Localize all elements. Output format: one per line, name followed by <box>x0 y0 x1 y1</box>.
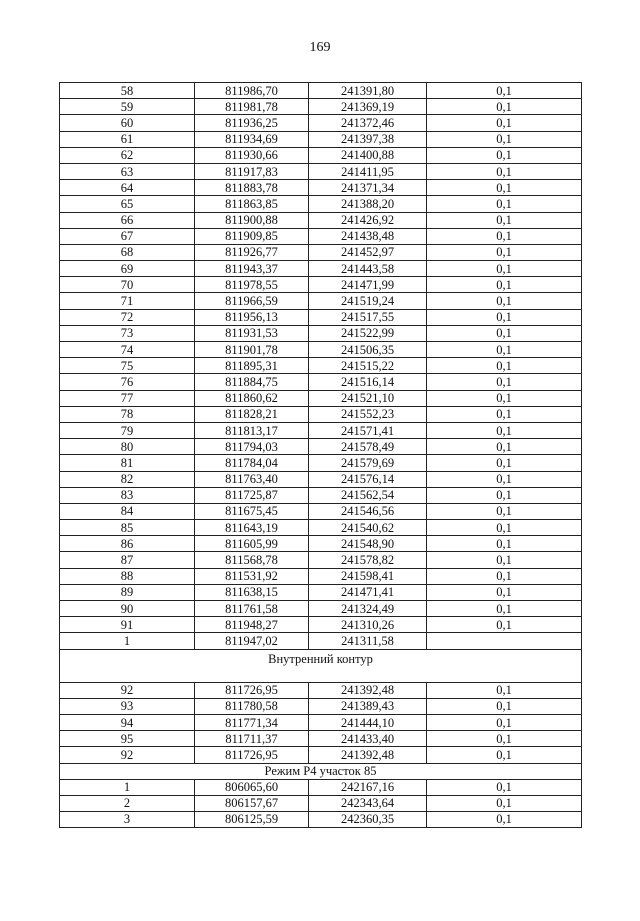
table-row <box>60 795 582 811</box>
accuracy-cell: 0,1 <box>427 358 582 374</box>
table-row <box>60 714 582 730</box>
y-coordinate-cell: 241506,35 <box>309 342 427 358</box>
accuracy-cell: 0,1 <box>427 698 582 714</box>
point-number-cell: 72 <box>60 309 195 325</box>
x-coordinate-cell: 811947,02 <box>195 633 309 649</box>
x-coordinate-cell: 811936,25 <box>195 115 309 131</box>
point-number-cell: 1 <box>60 779 195 795</box>
point-number-cell: 87 <box>60 552 195 568</box>
point-number-cell: 68 <box>60 244 195 260</box>
y-coordinate-cell: 241522,99 <box>309 325 427 341</box>
point-number-cell: 94 <box>60 714 195 730</box>
point-number-cell: 93 <box>60 698 195 714</box>
x-coordinate-cell: 811605,99 <box>195 536 309 552</box>
point-number-cell: 64 <box>60 180 195 196</box>
table-row <box>60 568 582 584</box>
y-coordinate-cell: 241388,20 <box>309 196 427 212</box>
y-coordinate-cell: 241391,80 <box>309 83 427 99</box>
accuracy-cell: 0,1 <box>427 293 582 309</box>
table-row <box>60 406 582 422</box>
x-coordinate-cell: 811675,45 <box>195 503 309 519</box>
x-coordinate-cell: 811828,21 <box>195 406 309 422</box>
table-row <box>60 455 582 471</box>
accuracy-cell: 0,1 <box>427 584 582 600</box>
accuracy-cell: 0,1 <box>427 228 582 244</box>
point-number-cell: 61 <box>60 131 195 147</box>
point-number-cell: 1 <box>60 633 195 649</box>
table-row <box>60 390 582 406</box>
x-coordinate-cell: 811771,34 <box>195 714 309 730</box>
accuracy-cell: 0,1 <box>427 83 582 99</box>
table-row <box>60 422 582 438</box>
point-number-cell: 84 <box>60 503 195 519</box>
accuracy-cell: 0,1 <box>427 487 582 503</box>
y-coordinate-cell: 241372,46 <box>309 115 427 131</box>
accuracy-cell: 0,1 <box>427 115 582 131</box>
table-row <box>60 131 582 147</box>
accuracy-cell: 0,1 <box>427 180 582 196</box>
x-coordinate-cell: 811884,75 <box>195 374 309 390</box>
accuracy-cell: 0,1 <box>427 520 582 536</box>
point-number-cell: 66 <box>60 212 195 228</box>
x-coordinate-cell: 811568,78 <box>195 552 309 568</box>
table-row <box>60 180 582 196</box>
x-coordinate-cell: 806125,59 <box>195 811 309 827</box>
accuracy-cell: 0,1 <box>427 617 582 633</box>
x-coordinate-cell: 811784,04 <box>195 455 309 471</box>
x-coordinate-cell: 806157,67 <box>195 795 309 811</box>
accuracy-cell: 0,1 <box>427 471 582 487</box>
x-coordinate-cell: 811531,92 <box>195 568 309 584</box>
table-row <box>60 374 582 390</box>
x-coordinate-cell: 811860,62 <box>195 390 309 406</box>
accuracy-cell: 0,1 <box>427 342 582 358</box>
y-coordinate-cell: 241578,82 <box>309 552 427 568</box>
accuracy-cell: 0,1 <box>427 811 582 827</box>
x-coordinate-cell: 811794,03 <box>195 439 309 455</box>
accuracy-cell: 0,1 <box>427 131 582 147</box>
accuracy-cell: 0,1 <box>427 147 582 163</box>
x-coordinate-cell: 811643,19 <box>195 520 309 536</box>
x-coordinate-cell: 811900,88 <box>195 212 309 228</box>
y-coordinate-cell: 241392,48 <box>309 747 427 763</box>
point-number-cell: 62 <box>60 147 195 163</box>
x-coordinate-cell: 811901,78 <box>195 342 309 358</box>
accuracy-cell: 0,1 <box>427 731 582 747</box>
y-coordinate-cell: 241540,62 <box>309 520 427 536</box>
point-number-cell: 81 <box>60 455 195 471</box>
section-row <box>60 649 582 682</box>
point-number-cell: 69 <box>60 261 195 277</box>
y-coordinate-cell: 241438,48 <box>309 228 427 244</box>
x-coordinate-cell: 811813,17 <box>195 422 309 438</box>
page-number: 169 <box>309 40 331 55</box>
y-coordinate-cell: 241562,54 <box>309 487 427 503</box>
x-coordinate-cell: 811930,66 <box>195 147 309 163</box>
y-coordinate-cell: 241433,40 <box>309 731 427 747</box>
coordinates-table-body <box>60 83 582 828</box>
point-number-cell: 58 <box>60 83 195 99</box>
point-number-cell: 91 <box>60 617 195 633</box>
accuracy-cell: 0,1 <box>427 779 582 795</box>
table-row <box>60 601 582 617</box>
y-coordinate-cell: 241389,43 <box>309 698 427 714</box>
point-number-cell: 92 <box>60 682 195 698</box>
accuracy-cell: 0,1 <box>427 536 582 552</box>
point-number-cell: 2 <box>60 795 195 811</box>
accuracy-cell: 0,1 <box>427 277 582 293</box>
table-row <box>60 309 582 325</box>
accuracy-cell: 0,1 <box>427 196 582 212</box>
x-coordinate-cell: 811725,87 <box>195 487 309 503</box>
point-number-cell: 95 <box>60 731 195 747</box>
y-coordinate-cell: 241452,97 <box>309 244 427 260</box>
x-coordinate-cell: 811981,78 <box>195 99 309 115</box>
accuracy-cell: 0,1 <box>427 682 582 698</box>
x-coordinate-cell: 811711,37 <box>195 731 309 747</box>
table-row <box>60 439 582 455</box>
y-coordinate-cell: 241598,41 <box>309 568 427 584</box>
point-number-cell: 82 <box>60 471 195 487</box>
y-coordinate-cell: 241471,99 <box>309 277 427 293</box>
x-coordinate-cell: 811909,85 <box>195 228 309 244</box>
point-number-cell: 76 <box>60 374 195 390</box>
y-coordinate-cell: 241579,69 <box>309 455 427 471</box>
x-coordinate-cell: 811726,95 <box>195 747 309 763</box>
section-heading: Режим Р4 участок 85 <box>60 763 582 779</box>
accuracy-cell: 0,1 <box>427 325 582 341</box>
x-coordinate-cell: 811948,27 <box>195 617 309 633</box>
table-row <box>60 115 582 131</box>
point-number-cell: 74 <box>60 342 195 358</box>
table-row <box>60 779 582 795</box>
point-number-cell: 80 <box>60 439 195 455</box>
accuracy-cell: 0,1 <box>427 601 582 617</box>
table-row <box>60 520 582 536</box>
point-number-cell: 3 <box>60 811 195 827</box>
point-number-cell: 88 <box>60 568 195 584</box>
y-coordinate-cell: 241521,10 <box>309 390 427 406</box>
table-row <box>60 244 582 260</box>
point-number-cell: 70 <box>60 277 195 293</box>
table-row <box>60 261 582 277</box>
y-coordinate-cell: 242167,16 <box>309 779 427 795</box>
x-coordinate-cell: 811943,37 <box>195 261 309 277</box>
x-coordinate-cell: 811917,83 <box>195 163 309 179</box>
point-number-cell: 83 <box>60 487 195 503</box>
table-row <box>60 633 582 649</box>
y-coordinate-cell: 242360,35 <box>309 811 427 827</box>
accuracy-cell: 0,1 <box>427 244 582 260</box>
table-row <box>60 552 582 568</box>
y-coordinate-cell: 241369,19 <box>309 99 427 115</box>
table-row <box>60 342 582 358</box>
point-number-cell: 73 <box>60 325 195 341</box>
table-row <box>60 471 582 487</box>
table-row <box>60 228 582 244</box>
table-row <box>60 358 582 374</box>
y-coordinate-cell: 241516,14 <box>309 374 427 390</box>
section-heading: Внутренний контур <box>60 649 582 682</box>
accuracy-cell: 0,1 <box>427 374 582 390</box>
point-number-cell: 59 <box>60 99 195 115</box>
y-coordinate-cell: 241324,49 <box>309 601 427 617</box>
accuracy-cell: 0,1 <box>427 406 582 422</box>
table-row <box>60 293 582 309</box>
x-coordinate-cell: 811863,85 <box>195 196 309 212</box>
table-row <box>60 212 582 228</box>
table-row <box>60 196 582 212</box>
table-row <box>60 83 582 99</box>
x-coordinate-cell: 811934,69 <box>195 131 309 147</box>
y-coordinate-cell: 241548,90 <box>309 536 427 552</box>
accuracy-cell: 0,1 <box>427 503 582 519</box>
table-row <box>60 682 582 698</box>
y-coordinate-cell: 241576,14 <box>309 471 427 487</box>
coordinates-table <box>59 82 582 828</box>
y-coordinate-cell: 241444,10 <box>309 714 427 730</box>
point-number-cell: 67 <box>60 228 195 244</box>
y-coordinate-cell: 241519,24 <box>309 293 427 309</box>
y-coordinate-cell: 241571,41 <box>309 422 427 438</box>
accuracy-cell: 0,1 <box>427 455 582 471</box>
x-coordinate-cell: 811763,40 <box>195 471 309 487</box>
y-coordinate-cell: 241311,58 <box>309 633 427 649</box>
point-number-cell: 85 <box>60 520 195 536</box>
y-coordinate-cell: 241400,88 <box>309 147 427 163</box>
accuracy-cell: 0,1 <box>427 212 582 228</box>
table-row <box>60 325 582 341</box>
accuracy-cell: 0,1 <box>427 552 582 568</box>
x-coordinate-cell: 811931,53 <box>195 325 309 341</box>
y-coordinate-cell: 241310,26 <box>309 617 427 633</box>
y-coordinate-cell: 241552,23 <box>309 406 427 422</box>
point-number-cell: 71 <box>60 293 195 309</box>
accuracy-cell: 0,1 <box>427 439 582 455</box>
table-row <box>60 617 582 633</box>
x-coordinate-cell: 811895,31 <box>195 358 309 374</box>
section-row <box>60 763 582 779</box>
table-row <box>60 584 582 600</box>
table-row <box>60 99 582 115</box>
accuracy-cell: 0,1 <box>427 309 582 325</box>
table-row <box>60 536 582 552</box>
accuracy-cell: 0,1 <box>427 99 582 115</box>
y-coordinate-cell: 241443,58 <box>309 261 427 277</box>
x-coordinate-cell: 811986,70 <box>195 83 309 99</box>
y-coordinate-cell: 242343,64 <box>309 795 427 811</box>
point-number-cell: 60 <box>60 115 195 131</box>
x-coordinate-cell: 811883,78 <box>195 180 309 196</box>
accuracy-cell <box>427 633 582 649</box>
table-row <box>60 147 582 163</box>
x-coordinate-cell: 811780,58 <box>195 698 309 714</box>
x-coordinate-cell: 811638,15 <box>195 584 309 600</box>
accuracy-cell: 0,1 <box>427 390 582 406</box>
table-row <box>60 698 582 714</box>
x-coordinate-cell: 811966,59 <box>195 293 309 309</box>
x-coordinate-cell: 811926,77 <box>195 244 309 260</box>
accuracy-cell: 0,1 <box>427 261 582 277</box>
y-coordinate-cell: 241546,56 <box>309 503 427 519</box>
y-coordinate-cell: 241426,92 <box>309 212 427 228</box>
x-coordinate-cell: 811761,58 <box>195 601 309 617</box>
point-number-cell: 65 <box>60 196 195 212</box>
x-coordinate-cell: 811978,55 <box>195 277 309 293</box>
point-number-cell: 78 <box>60 406 195 422</box>
point-number-cell: 75 <box>60 358 195 374</box>
point-number-cell: 63 <box>60 163 195 179</box>
point-number-cell: 89 <box>60 584 195 600</box>
table-row <box>60 277 582 293</box>
table-row <box>60 503 582 519</box>
y-coordinate-cell: 241411,95 <box>309 163 427 179</box>
point-number-cell: 79 <box>60 422 195 438</box>
y-coordinate-cell: 241517,55 <box>309 309 427 325</box>
y-coordinate-cell: 241471,41 <box>309 584 427 600</box>
point-number-cell: 90 <box>60 601 195 617</box>
y-coordinate-cell: 241578,49 <box>309 439 427 455</box>
x-coordinate-cell: 806065,60 <box>195 779 309 795</box>
point-number-cell: 92 <box>60 747 195 763</box>
table-row <box>60 163 582 179</box>
y-coordinate-cell: 241515,22 <box>309 358 427 374</box>
accuracy-cell: 0,1 <box>427 163 582 179</box>
accuracy-cell: 0,1 <box>427 795 582 811</box>
y-coordinate-cell: 241371,34 <box>309 180 427 196</box>
accuracy-cell: 0,1 <box>427 422 582 438</box>
table-row <box>60 811 582 827</box>
y-coordinate-cell: 241397,38 <box>309 131 427 147</box>
table-row <box>60 731 582 747</box>
table-row <box>60 487 582 503</box>
y-coordinate-cell: 241392,48 <box>309 682 427 698</box>
x-coordinate-cell: 811956,13 <box>195 309 309 325</box>
accuracy-cell: 0,1 <box>427 714 582 730</box>
point-number-cell: 77 <box>60 390 195 406</box>
accuracy-cell: 0,1 <box>427 747 582 763</box>
table-row <box>60 747 582 763</box>
point-number-cell: 86 <box>60 536 195 552</box>
x-coordinate-cell: 811726,95 <box>195 682 309 698</box>
accuracy-cell: 0,1 <box>427 568 582 584</box>
